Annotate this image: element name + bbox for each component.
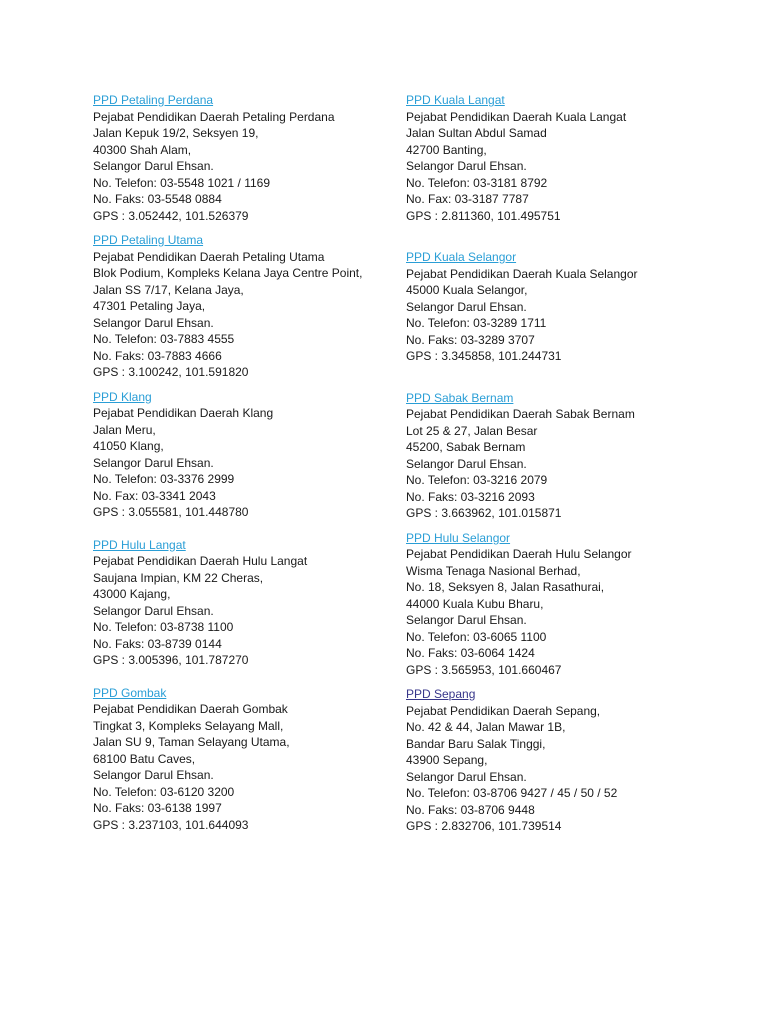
- address-line: Selangor Darul Ehsan.: [406, 769, 527, 784]
- office-link-klang[interactable]: PPD Klang: [93, 389, 152, 404]
- address-line: No. 18, Seksyen 8, Jalan Rasathurai,: [406, 580, 605, 594]
- phone-line: No. Telefon: 03-3216 2079: [406, 473, 548, 487]
- gps-line: GPS : 3.345858, 101.244731: [406, 349, 562, 363]
- office-link-petaling-utama[interactable]: PPD Petaling Utama: [93, 233, 204, 247]
- office-link-kuala-langat[interactable]: PPD Kuala Langat: [406, 93, 505, 107]
- address-line: Wisma Tenaga Nasional Berhad,: [406, 563, 581, 578]
- fax-line: No. Faks: 03-5548 0884: [93, 192, 222, 206]
- gps-line: GPS : 2.811360, 101.495751: [406, 208, 561, 223]
- address-line: 68100 Batu Caves,: [93, 751, 196, 766]
- address-line: Bandar Baru Salak Tinggi,: [406, 736, 546, 751]
- office-link-kuala-selangor[interactable]: PPD Kuala Selangor: [406, 250, 517, 264]
- office-entry-sabak-bernam: [406, 390, 706, 522]
- address-line: Selangor Darul Ehsan.: [406, 613, 527, 627]
- office-link-sepang[interactable]: PPD Sepang: [406, 687, 476, 701]
- office-name: Pejabat Pendidikan Daerah Petaling Perdana: [93, 109, 335, 124]
- address-line: Selangor Darul Ehsan.: [93, 603, 214, 618]
- fax-line: No. Faks: 03-3289 3707: [406, 332, 535, 347]
- fax-line: No. Faks: 03-6138 1997: [93, 801, 222, 815]
- office-entry-gombak: [93, 685, 393, 834]
- fax-line: No. Faks: 03-8706 9448: [406, 802, 535, 817]
- office-name: Pejabat Pendidikan Daerah Hulu Selangor: [406, 547, 632, 561]
- office-entry-klang: [93, 389, 393, 521]
- address-line: Selangor Darul Ehsan.: [406, 456, 527, 471]
- address-line: Selangor Darul Ehsan.: [406, 299, 527, 314]
- address-line: 42700 Banting,: [406, 142, 487, 157]
- office-link-petaling-perdana[interactable]: PPD Petaling Perdana: [93, 93, 214, 107]
- gps-line: GPS : 2.832706, 101.739514: [406, 819, 562, 833]
- address-line: Saujana Impian, KM 22 Cheras,: [93, 570, 264, 585]
- office-entry-petaling-perdana: [93, 92, 393, 224]
- office-name: Pejabat Pendidikan Daerah Sabak Bernam: [406, 407, 635, 421]
- phone-line: No. Telefon: 03-3181 8792: [406, 175, 548, 190]
- address-line: Tingkat 3, Kompleks Selayang Mall,: [93, 718, 284, 733]
- office-entry-hulu-langat: [93, 537, 393, 669]
- address-line: 43900 Sepang,: [406, 753, 488, 767]
- office-entry-kuala-langat: [406, 92, 706, 224]
- gps-line: GPS : 3.565953, 101.660467: [406, 662, 562, 677]
- phone-line: No. Telefon: 03-6120 3200: [93, 784, 235, 799]
- phone-line: No. Telefon: 03-3289 1711: [406, 316, 547, 330]
- address-line: Selangor Darul Ehsan.: [93, 768, 214, 782]
- office-link-hulu-langat[interactable]: PPD Hulu Langat: [93, 537, 186, 552]
- office-entry-sepang: [406, 686, 706, 835]
- address-line: 41050 Klang,: [93, 439, 164, 453]
- fax-line: No. Fax: 03-3341 2043: [93, 488, 216, 503]
- address-line: Jalan Meru,: [93, 422, 156, 437]
- office-name: Pejabat Pendidikan Daerah Petaling Utama: [93, 249, 325, 264]
- address-line: 44000 Kuala Kubu Bharu,: [406, 596, 544, 611]
- office-link-sabak-bernam[interactable]: PPD Sabak Bernam: [406, 390, 514, 405]
- gps-line: GPS : 3.005396, 101.787270: [93, 653, 249, 667]
- office-link-gombak[interactable]: PPD Gombak: [93, 685, 167, 700]
- phone-line: No. Telefon: 03-6065 1100: [406, 629, 547, 644]
- office-name: Pejabat Pendidikan Daerah Gombak: [93, 702, 288, 716]
- fax-line: No. Faks: 03-7883 4666: [93, 348, 222, 363]
- address-line: 47301 Petaling Jaya,: [93, 299, 206, 313]
- phone-line: No. Telefon: 03-8738 1100: [93, 620, 234, 634]
- address-line: 45000 Kuala Selangor,: [406, 283, 528, 297]
- office-link-hulu-selangor[interactable]: PPD Hulu Selangor: [406, 530, 511, 545]
- fax-line: No. Faks: 03-6064 1424: [406, 646, 535, 660]
- gps-line: GPS : 3.100242, 101.591820: [93, 365, 249, 379]
- phone-line: No. Telefon: 03-7883 4555: [93, 332, 235, 346]
- office-name: Pejabat Pendidikan Daerah Kuala Langat: [406, 109, 627, 124]
- address-line: 43000 Kajang,: [93, 587, 171, 601]
- office-entry-kuala-selangor: [406, 249, 706, 365]
- address-line: 45200, Sabak Bernam: [406, 440, 526, 454]
- address-line: No. 42 & 44, Jalan Mawar 1B,: [406, 720, 566, 734]
- address-line: Jalan Sultan Abdul Samad: [406, 126, 547, 140]
- address-line: Jalan SS 7/17, Kelana Jaya,: [93, 282, 244, 297]
- office-name: Pejabat Pendidikan Daerah Kuala Selangor: [406, 266, 638, 281]
- fax-line: No. Faks: 03-8739 0144: [93, 636, 222, 651]
- office-name: Pejabat Pendidikan Daerah Sepang,: [406, 703, 601, 718]
- left-column: [93, 92, 393, 833]
- gps-line: GPS : 3.055581, 101.448780: [93, 505, 249, 519]
- right-column: [406, 92, 706, 835]
- address-line: Jalan Kepuk 19/2, Seksyen 19,: [93, 126, 259, 140]
- phone-line: No. Telefon: 03-5548 1021 / 1169: [93, 175, 271, 190]
- office-name: Pejabat Pendidikan Daerah Klang: [93, 406, 274, 420]
- address-line: Selangor Darul Ehsan.: [406, 159, 527, 173]
- phone-line: No. Telefon: 03-8706 9427 / 45 / 50 / 52: [406, 786, 618, 800]
- address-line: Lot 25 & 27, Jalan Besar: [406, 423, 538, 438]
- address-line: 40300 Shah Alam,: [93, 142, 192, 157]
- office-name: Pejabat Pendidikan Daerah Hulu Langat: [93, 554, 308, 568]
- address-line: Selangor Darul Ehsan.: [93, 159, 214, 173]
- gps-line: GPS : 3.052442, 101.526379: [93, 208, 249, 223]
- gps-line: GPS : 3.237103, 101.644093: [93, 817, 249, 832]
- fax-line: No. Fax: 03-3187 7787: [406, 192, 529, 206]
- address-line: Selangor Darul Ehsan.: [93, 455, 214, 470]
- address-line: Jalan SU 9, Taman Selayang Utama,: [93, 735, 290, 749]
- address-line: Blok Podium, Kompleks Kelana Jaya Centre Point,: [93, 266, 363, 280]
- address-line: Selangor Darul Ehsan.: [93, 315, 214, 330]
- fax-line: No. Faks: 03-3216 2093: [406, 489, 535, 504]
- gps-line: GPS : 3.663962, 101.015871: [406, 506, 562, 520]
- office-entry-petaling-utama: [93, 232, 393, 381]
- phone-line: No. Telefon: 03-3376 2999: [93, 472, 235, 486]
- office-entry-hulu-selangor: [406, 530, 706, 679]
